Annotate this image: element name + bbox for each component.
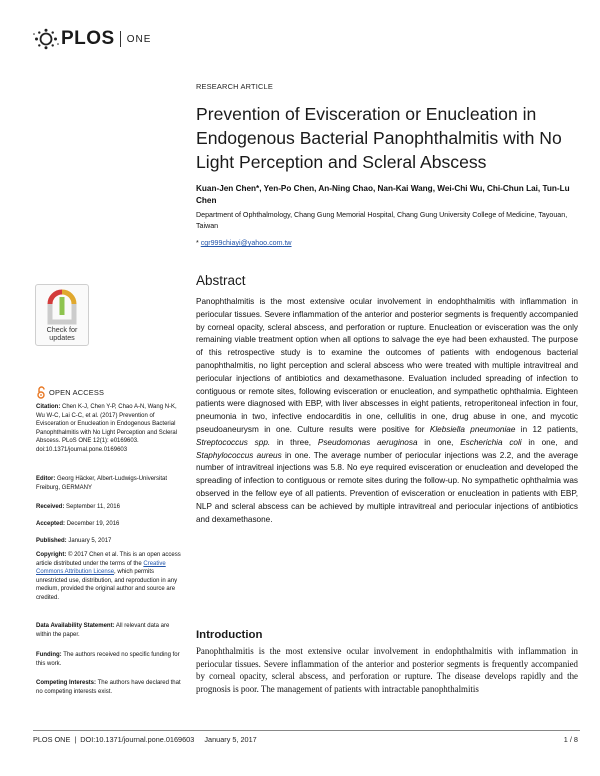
footer-separator	[198, 735, 200, 744]
author-list: Kuan-Jen Chen*, Yen-Po Chen, An-Ning Chao, Nan-Kai Wang, Wei-Chi Wu, Chi-Chun Lai, Tun-Lu Chen	[196, 184, 570, 205]
open-access-text: OPEN ACCESS	[49, 388, 105, 397]
plos-dots-icon	[33, 28, 59, 50]
organism-name: Staphylococcus aureus	[196, 450, 282, 460]
footer-doi: DOI:10.1371/journal.pone.0169603	[80, 735, 195, 744]
check-updates-label	[47, 326, 78, 342]
abstract-text-part: in one, and	[521, 437, 578, 447]
article-type: RESEARCH ARTICLE	[196, 82, 273, 91]
license-link[interactable]: Creative Commons Attribution License	[36, 560, 166, 576]
abstract-text-part: in one,	[417, 437, 461, 447]
introduction-body: Panophthalmitis is the most extensive ocular involvement in endophthalmitis with inflammation in periocular tissues. Severe inflammation of the anterior and posterior segments is frequently accompanied by corneal opacity, scleral abscess, and perforation or rupture. The disease develops rapidly and the prognosis is poor. The management of patients with intractable panophthalmitis	[196, 646, 578, 694]
organism-name: Pseudomonas aeruginosa	[317, 437, 418, 447]
competing-interests-text: The authors have declared that no competing interests exist.	[36, 680, 181, 695]
abstract-text-part: Panophthalmitis is the most extensive ocular involvement in endophthalmitis with inflammation in periocular tissues. Severe inflammation of the anterior and posterior segments is frequently accompanied by corneal opacity, scleral abscess, and perforation or rupture. Enucleation or evisceration was the only remaining viable treatment option when all options to salvage the eye had been exhausted. The purpose of this retrospective study is to examine the outcomes of patients with endogenous bacterial panophthalmitis, no light perception and scleral abscess who were treated with multiple intravitreal and periocular injections of antibiotics and dexamethasone. Evaluation included spreading of infection to contiguous or remote sites, following evisceration or enucleation, and sympathetic ophthalmia. Eighteen patients were diagnosed with EBP, with liver abscesses in eight patients, retroperitoneal infection in four, pneumonia in two, infective endocarditis in one, cellulitis in one, drug abuse in one, and mycotic pseudoaneurysm in one. Culture results were positive for	[196, 297, 578, 434]
organism-name: Klebsiella pneumoniae	[429, 424, 516, 434]
accepted-date: December 19, 2016	[66, 521, 120, 527]
accepted-block	[36, 520, 186, 529]
corresponding-marker: *	[196, 239, 199, 247]
article-title: Prevention of Evisceration or Enucleation in Endogenous Bacterial Panophthalmitis with No Light Perception and Scleral Abscess	[196, 104, 562, 172]
published-block	[36, 537, 186, 546]
editor-label: Editor:	[36, 476, 56, 482]
funding-text: The authors received no specific funding for this work.	[36, 652, 180, 667]
competing-interests-label: Competing Interests:	[36, 680, 97, 686]
accepted-label: Accepted:	[36, 521, 66, 527]
footer-journal: PLOS ONE	[33, 735, 71, 744]
received-label: Received:	[36, 504, 65, 510]
open-lock-icon	[36, 386, 46, 399]
data-availability-block	[36, 622, 186, 639]
affiliation: Department of Ophthalmology, Chang Gung Memorial Hospital, Chang Gung University College of Medicine, Tayouan, Taiwan	[196, 211, 568, 230]
funding-label: Funding:	[36, 652, 62, 658]
check-updates-line2: updates	[49, 333, 75, 342]
logo-text: PLOS	[61, 28, 115, 49]
copyright-label: Copyright:	[36, 552, 67, 558]
footer-citation	[33, 735, 257, 744]
journal-logo	[33, 27, 151, 51]
data-availability-text: All relevant data are within the paper.	[36, 623, 170, 638]
citation-block	[36, 403, 186, 455]
competing-interests-block	[36, 679, 186, 696]
data-availability-label: Data Availability Statement:	[36, 623, 115, 629]
editor-text: Georg Häcker, Albert-Ludwigs-Universitat Freiburg, GERMANY	[36, 476, 168, 491]
corresponding-email	[196, 239, 292, 247]
open-access-label	[36, 386, 104, 399]
published-label: Published:	[36, 538, 67, 544]
copyright-text: © 2017 Chen et al. This is an open access article distributed under the terms of the	[36, 552, 181, 567]
copyright-block	[36, 551, 186, 603]
abstract-text-part: in one. The average number of periocular injections was 2.2, and the average number of intravitreal injections was 5.8. No eye required evisceration or enucleation and developed the spreading of infection to contiguous or remote sites during the follow-up. No sympathetic ophthalmia was observed in the fellow eye of all patients. Prevention of evisceration or enucleation in patients with EBP, NLP and scleral abscess can be achieved by multiple intravitreal and periocular injections of antibiotics and dexamethasone.	[196, 450, 578, 524]
footer-separator: |	[74, 735, 77, 744]
editor-block	[36, 475, 186, 492]
abstract-heading: Abstract	[196, 273, 246, 288]
email-link[interactable]: cgr999chiayi@yahoo.com.tw	[200, 239, 292, 247]
organism-name: Streptococcus spp.	[196, 437, 271, 447]
footer-divider	[33, 730, 580, 731]
organism-name: Escherichia coli	[460, 437, 522, 447]
check-updates-line1: Check for	[46, 325, 78, 334]
page-number: 1 / 8	[563, 735, 578, 744]
logo-suffix: ONE	[126, 33, 152, 45]
check-for-updates-badge[interactable]	[35, 284, 89, 346]
funding-block	[36, 651, 186, 668]
received-block	[36, 503, 186, 512]
received-date: September 11, 2016	[66, 504, 120, 510]
abstract-text-part: in three,	[270, 437, 318, 447]
footer-date: January 5, 2017	[204, 735, 257, 744]
introduction-heading: Introduction	[196, 629, 263, 641]
citation-label: Citation:	[36, 404, 61, 410]
logo-divider	[120, 31, 121, 47]
abstract-body	[196, 296, 578, 526]
citation-text: Chen K-J, Chen Y-P, Chao A-N, Wang N-K, Wu W-C, Lai C-C, et al. (2017) Prevention of Evisceration or Enucleation in Endogenous Bacterial Panophthalmitis with No Light Perception and Scleral Abscess. PLoS ONE 12(1): e0169603. doi:10.1371/journal.pone.0169603	[36, 404, 178, 453]
check-updates-icon	[47, 289, 77, 325]
published-date: January 5, 2017	[68, 538, 112, 544]
abstract-text-part: in 12 patients,	[515, 424, 578, 434]
copyright-text-end: , which permits unrestricted use, distribution, and reproduction in any medium, provided the original author and source are credited.	[36, 569, 178, 601]
